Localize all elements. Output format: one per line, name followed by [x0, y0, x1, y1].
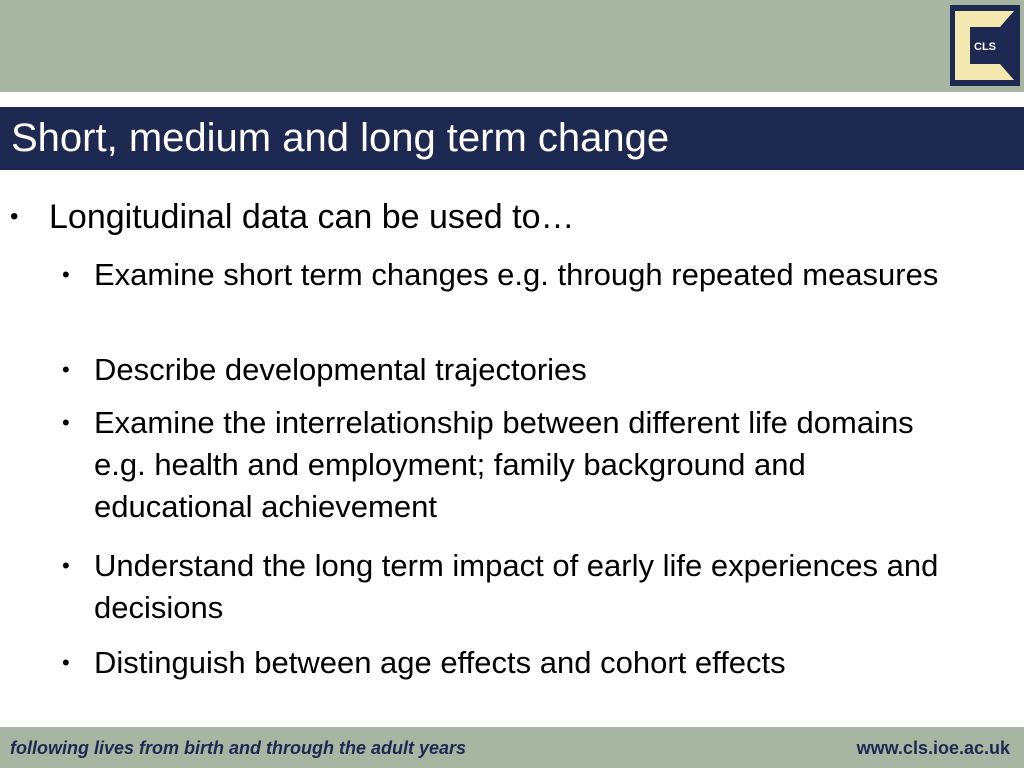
bullet-dot: • — [62, 650, 70, 675]
bullet-dot: • — [62, 357, 70, 382]
footer-url[interactable]: www.cls.ioe.ac.uk — [856, 738, 1010, 758]
sub-bullet-text: Understand the long term impact of early life experiences and decisions — [94, 548, 939, 625]
sub-bullet-text: Examine short term changes e.g. through repeated measures — [94, 257, 939, 292]
bullet-dot: • — [62, 553, 70, 578]
footer-tagline: following lives from birth and through the adult years — [10, 738, 467, 758]
logo-text: CLS — [974, 41, 996, 53]
sub-bullet-text: Examine the interrelationship between different life domains e.g. health and employment; family background and educational achievement — [94, 405, 914, 524]
bullet-dot: • — [62, 410, 70, 435]
slide-title: Short, medium and long term change — [11, 116, 670, 160]
sub-bullet-text: Distinguish between age effects and cohort effects — [94, 645, 786, 680]
main-bullet-text: Longitudinal data can be used to… — [49, 198, 575, 236]
bullet-dot: • — [62, 262, 70, 287]
bullet-dot: • — [10, 203, 19, 230]
sub-bullet-text: Describe developmental trajectories — [94, 352, 587, 387]
